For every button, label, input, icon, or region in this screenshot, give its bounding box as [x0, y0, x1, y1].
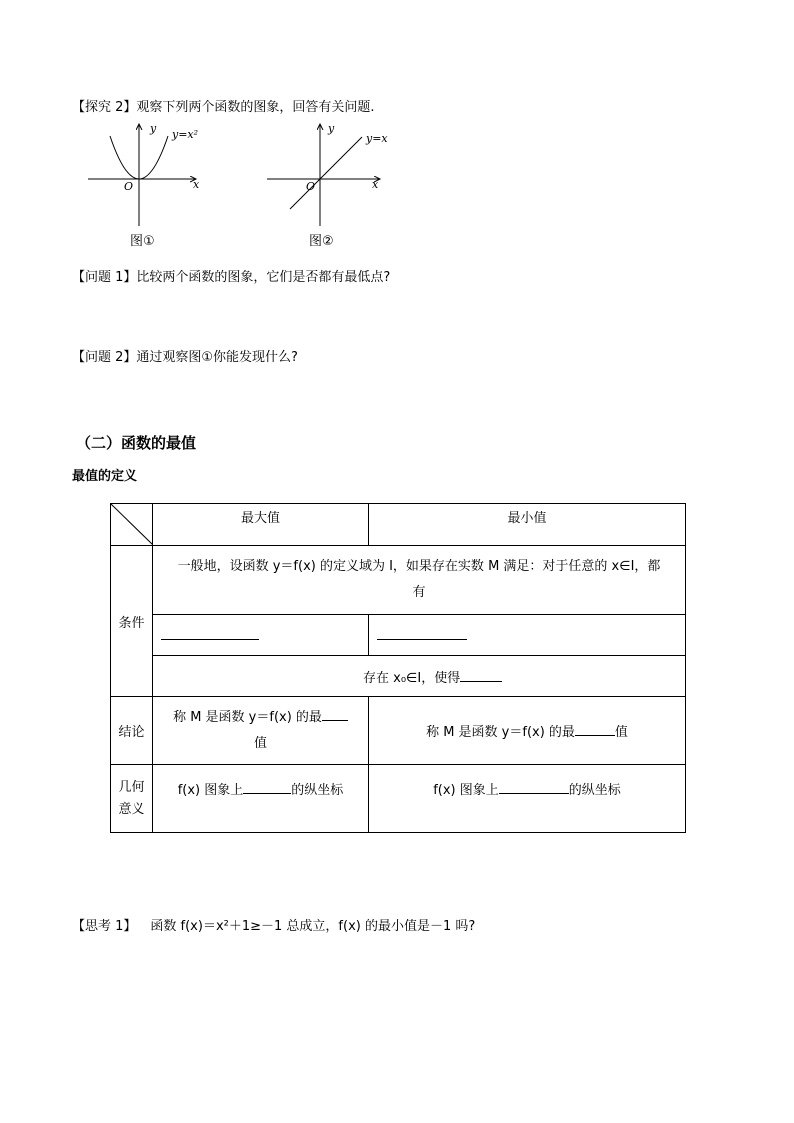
question-1-text: 比较两个函数的图象，它们是否都有最低点?	[136, 270, 391, 285]
diagonal-line	[111, 504, 153, 545]
question-2	[72, 346, 298, 365]
section-title: （二）函数的最值	[76, 434, 197, 452]
explore-text: 观察下列两个函数的图象，回答有关问题.	[136, 100, 375, 115]
condition-max-blank-cell	[153, 615, 369, 656]
conclusion-max-suffix: 值	[253, 735, 267, 751]
geometry-label-cell	[111, 765, 153, 833]
condition-row-3	[111, 656, 686, 697]
condition-min-blank	[377, 627, 467, 640]
geometry-max-cell	[153, 765, 369, 833]
geometry-max-text: f(x) 图象上	[177, 783, 244, 798]
condition-min-blank-cell	[369, 615, 686, 656]
geometry-label-2: 意义	[118, 801, 145, 817]
question-1-label: 【问题 1】	[72, 270, 137, 285]
table-header-row	[111, 504, 686, 546]
condition-max-blank	[161, 627, 259, 640]
figure2-caption: 图②	[309, 234, 334, 249]
question-2-text: 通过观察图①你能发现什么?	[136, 350, 298, 365]
geometry-min-blank	[499, 781, 569, 794]
geometry-max-suffix: 的纵坐标	[291, 783, 344, 798]
x-axis-label: x	[372, 178, 379, 191]
section-subtitle: 最值的定义	[72, 469, 138, 484]
geometry-min-suffix: 的纵坐标	[568, 783, 621, 798]
conclusion-max-blank	[322, 708, 348, 721]
question-1	[72, 266, 390, 285]
header-max: 最大值	[153, 504, 369, 546]
geometry-min-text: f(x) 图象上	[433, 783, 499, 798]
line-y-eq-x	[290, 137, 362, 209]
origin-label: O	[306, 180, 316, 193]
condition-text: 一般地，设函数 y＝f(x) 的定义域为 I，如果存在实数 M 满足：对于任意的 x∈I，都	[177, 559, 661, 574]
exist-blank	[460, 669, 502, 682]
exist-cell	[153, 656, 686, 697]
diagonal-corner-cell	[111, 504, 153, 546]
origin-label: O	[124, 180, 134, 193]
extremum-definition-table	[110, 503, 686, 833]
figure1-caption: 图①	[130, 234, 155, 249]
condition-row-1	[111, 546, 686, 615]
explore-heading	[72, 96, 375, 115]
geometry-row	[111, 765, 686, 833]
y-axis-label: y	[328, 122, 335, 135]
condition-text-cell	[153, 546, 686, 615]
think-1	[72, 915, 475, 934]
x-axis-label: x	[193, 178, 200, 191]
conclusion-row	[111, 697, 686, 765]
geometry-min-cell	[369, 765, 686, 833]
conclusion-min-suffix: 值	[614, 725, 628, 740]
header-min: 最小值	[369, 504, 686, 546]
y-axis-label: y	[150, 122, 157, 135]
condition-label: 条件	[111, 546, 153, 697]
conclusion-max-text: 称 M 是函数 y＝f(x) 的最	[173, 709, 322, 725]
conclusion-max-cell	[153, 697, 369, 765]
condition-row-2	[111, 615, 686, 656]
conclusion-min-blank	[575, 723, 615, 736]
conclusion-min-text: 称 M 是函数 y＝f(x) 的最	[426, 725, 575, 740]
geometry-max-blank	[243, 781, 291, 794]
condition-text-2: 有	[412, 585, 426, 600]
geometry-label-1: 几何	[118, 779, 145, 795]
parabola-label: y=x²	[172, 128, 199, 141]
think-1-text: 函数 f(x)＝x²＋1≥－1 总成立，f(x) 的最小值是－1 吗?	[150, 919, 476, 934]
exist-text: 存在 x₀∈I，使得	[363, 670, 461, 686]
explore-label: 【探究 2】	[72, 100, 137, 115]
line-label: y=x	[366, 132, 388, 145]
think-1-label: 【思考 1】	[72, 919, 137, 934]
question-2-label: 【问题 2】	[72, 350, 137, 365]
conclusion-min-cell	[369, 697, 686, 765]
conclusion-label: 结论	[111, 697, 153, 765]
